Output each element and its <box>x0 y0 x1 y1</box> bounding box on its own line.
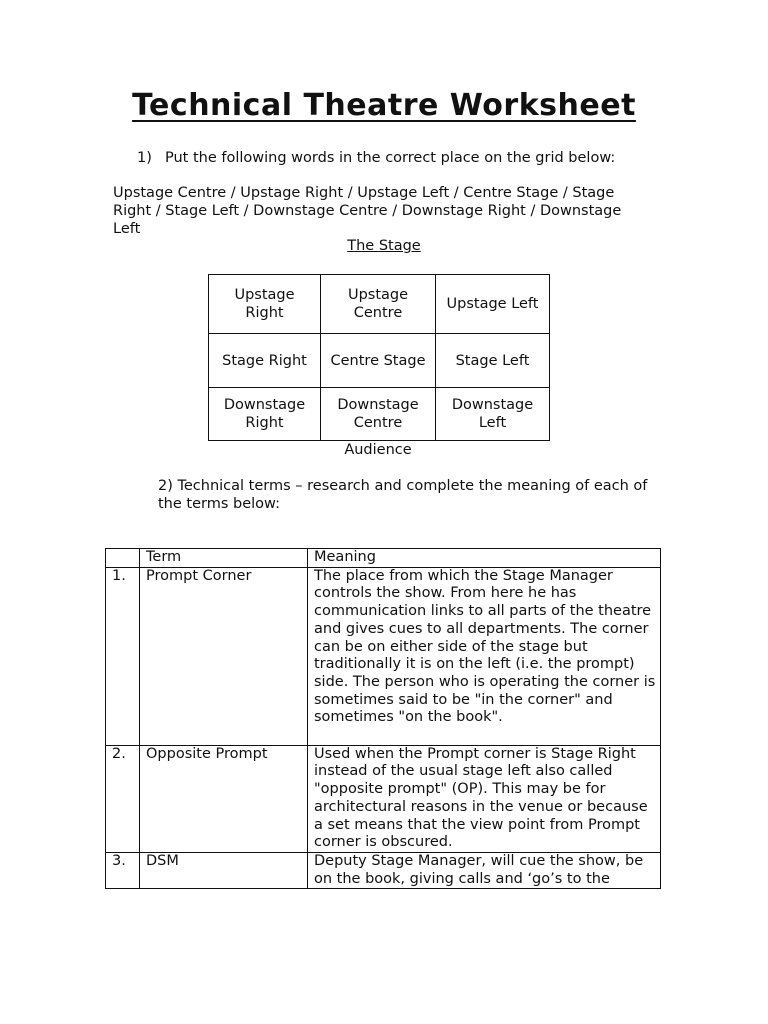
stage-grid-row <box>209 388 550 441</box>
table-row <box>106 852 661 888</box>
stage-grid <box>208 274 550 441</box>
row-term: DSM <box>140 852 308 888</box>
header-term: Term <box>140 549 308 568</box>
word-list: Upstage Centre / Upstage Right / Upstage Left / Centre Stage / Stage Right / Stage Left / Downstage Centre / Downstage Right / Downstage Left <box>113 185 622 237</box>
table-row <box>106 745 661 852</box>
question-1-text: Put the following words in the correct place on the grid below: <box>165 150 616 166</box>
row-meaning: Deputy Stage Manager, will cue the show, be on the book, giving calls and ‘go’s to the <box>308 852 661 888</box>
row-term: Prompt Corner <box>140 567 308 745</box>
row-meaning: Used when the Prompt corner is Stage Right instead of the usual stage left also called "opposite prompt" (OP). This may be for architectural reasons in the venue or because a set means that the view point from Prompt corner is obscured. <box>308 745 661 852</box>
header-meaning: Meaning <box>308 549 661 568</box>
stage-cell-stage-right: Stage Right <box>209 334 321 388</box>
row-meaning: The place from which the Stage Manager controls the show. From here he has communication links to all parts of the theatre and gives cues to all departments. The corner can be on either side of the stage but traditionally it is on the left (i.e. the prompt) side. The person who is operating the corner is sometimes said to be "in the corner" and sometimes "on the book". <box>308 567 661 745</box>
row-number: 2. <box>106 745 140 852</box>
stage-cell-upstage-right: Upstage Right <box>209 275 321 334</box>
row-number: 1. <box>106 567 140 745</box>
row-number: 3. <box>106 852 140 888</box>
stage-cell-upstage-left: Upstage Left <box>436 275 550 334</box>
stage-heading: The Stage <box>347 238 421 254</box>
stage-grid-row <box>209 275 550 334</box>
header-number <box>106 549 140 568</box>
row-term: Opposite Prompt <box>140 745 308 852</box>
terms-table-header <box>106 549 661 568</box>
question-1-number: 1) <box>137 150 152 166</box>
terms-table <box>105 548 661 889</box>
stage-cell-downstage-right: Downstage Right <box>209 388 321 441</box>
stage-cell-centre-stage: Centre Stage <box>321 334 436 388</box>
table-row <box>106 567 661 745</box>
question-1 <box>137 150 615 166</box>
stage-cell-upstage-centre: Upstage Centre <box>321 275 436 334</box>
stage-cell-downstage-left: Downstage Left <box>436 388 550 441</box>
question-2: 2) Technical terms – research and complete the meaning of each of the terms below: <box>158 478 648 512</box>
worksheet-title: Technical Theatre Worksheet <box>132 88 636 123</box>
stage-cell-stage-left: Stage Left <box>436 334 550 388</box>
stage-grid-row <box>209 334 550 388</box>
audience-label: Audience <box>344 442 412 458</box>
stage-cell-downstage-centre: Downstage Centre <box>321 388 436 441</box>
